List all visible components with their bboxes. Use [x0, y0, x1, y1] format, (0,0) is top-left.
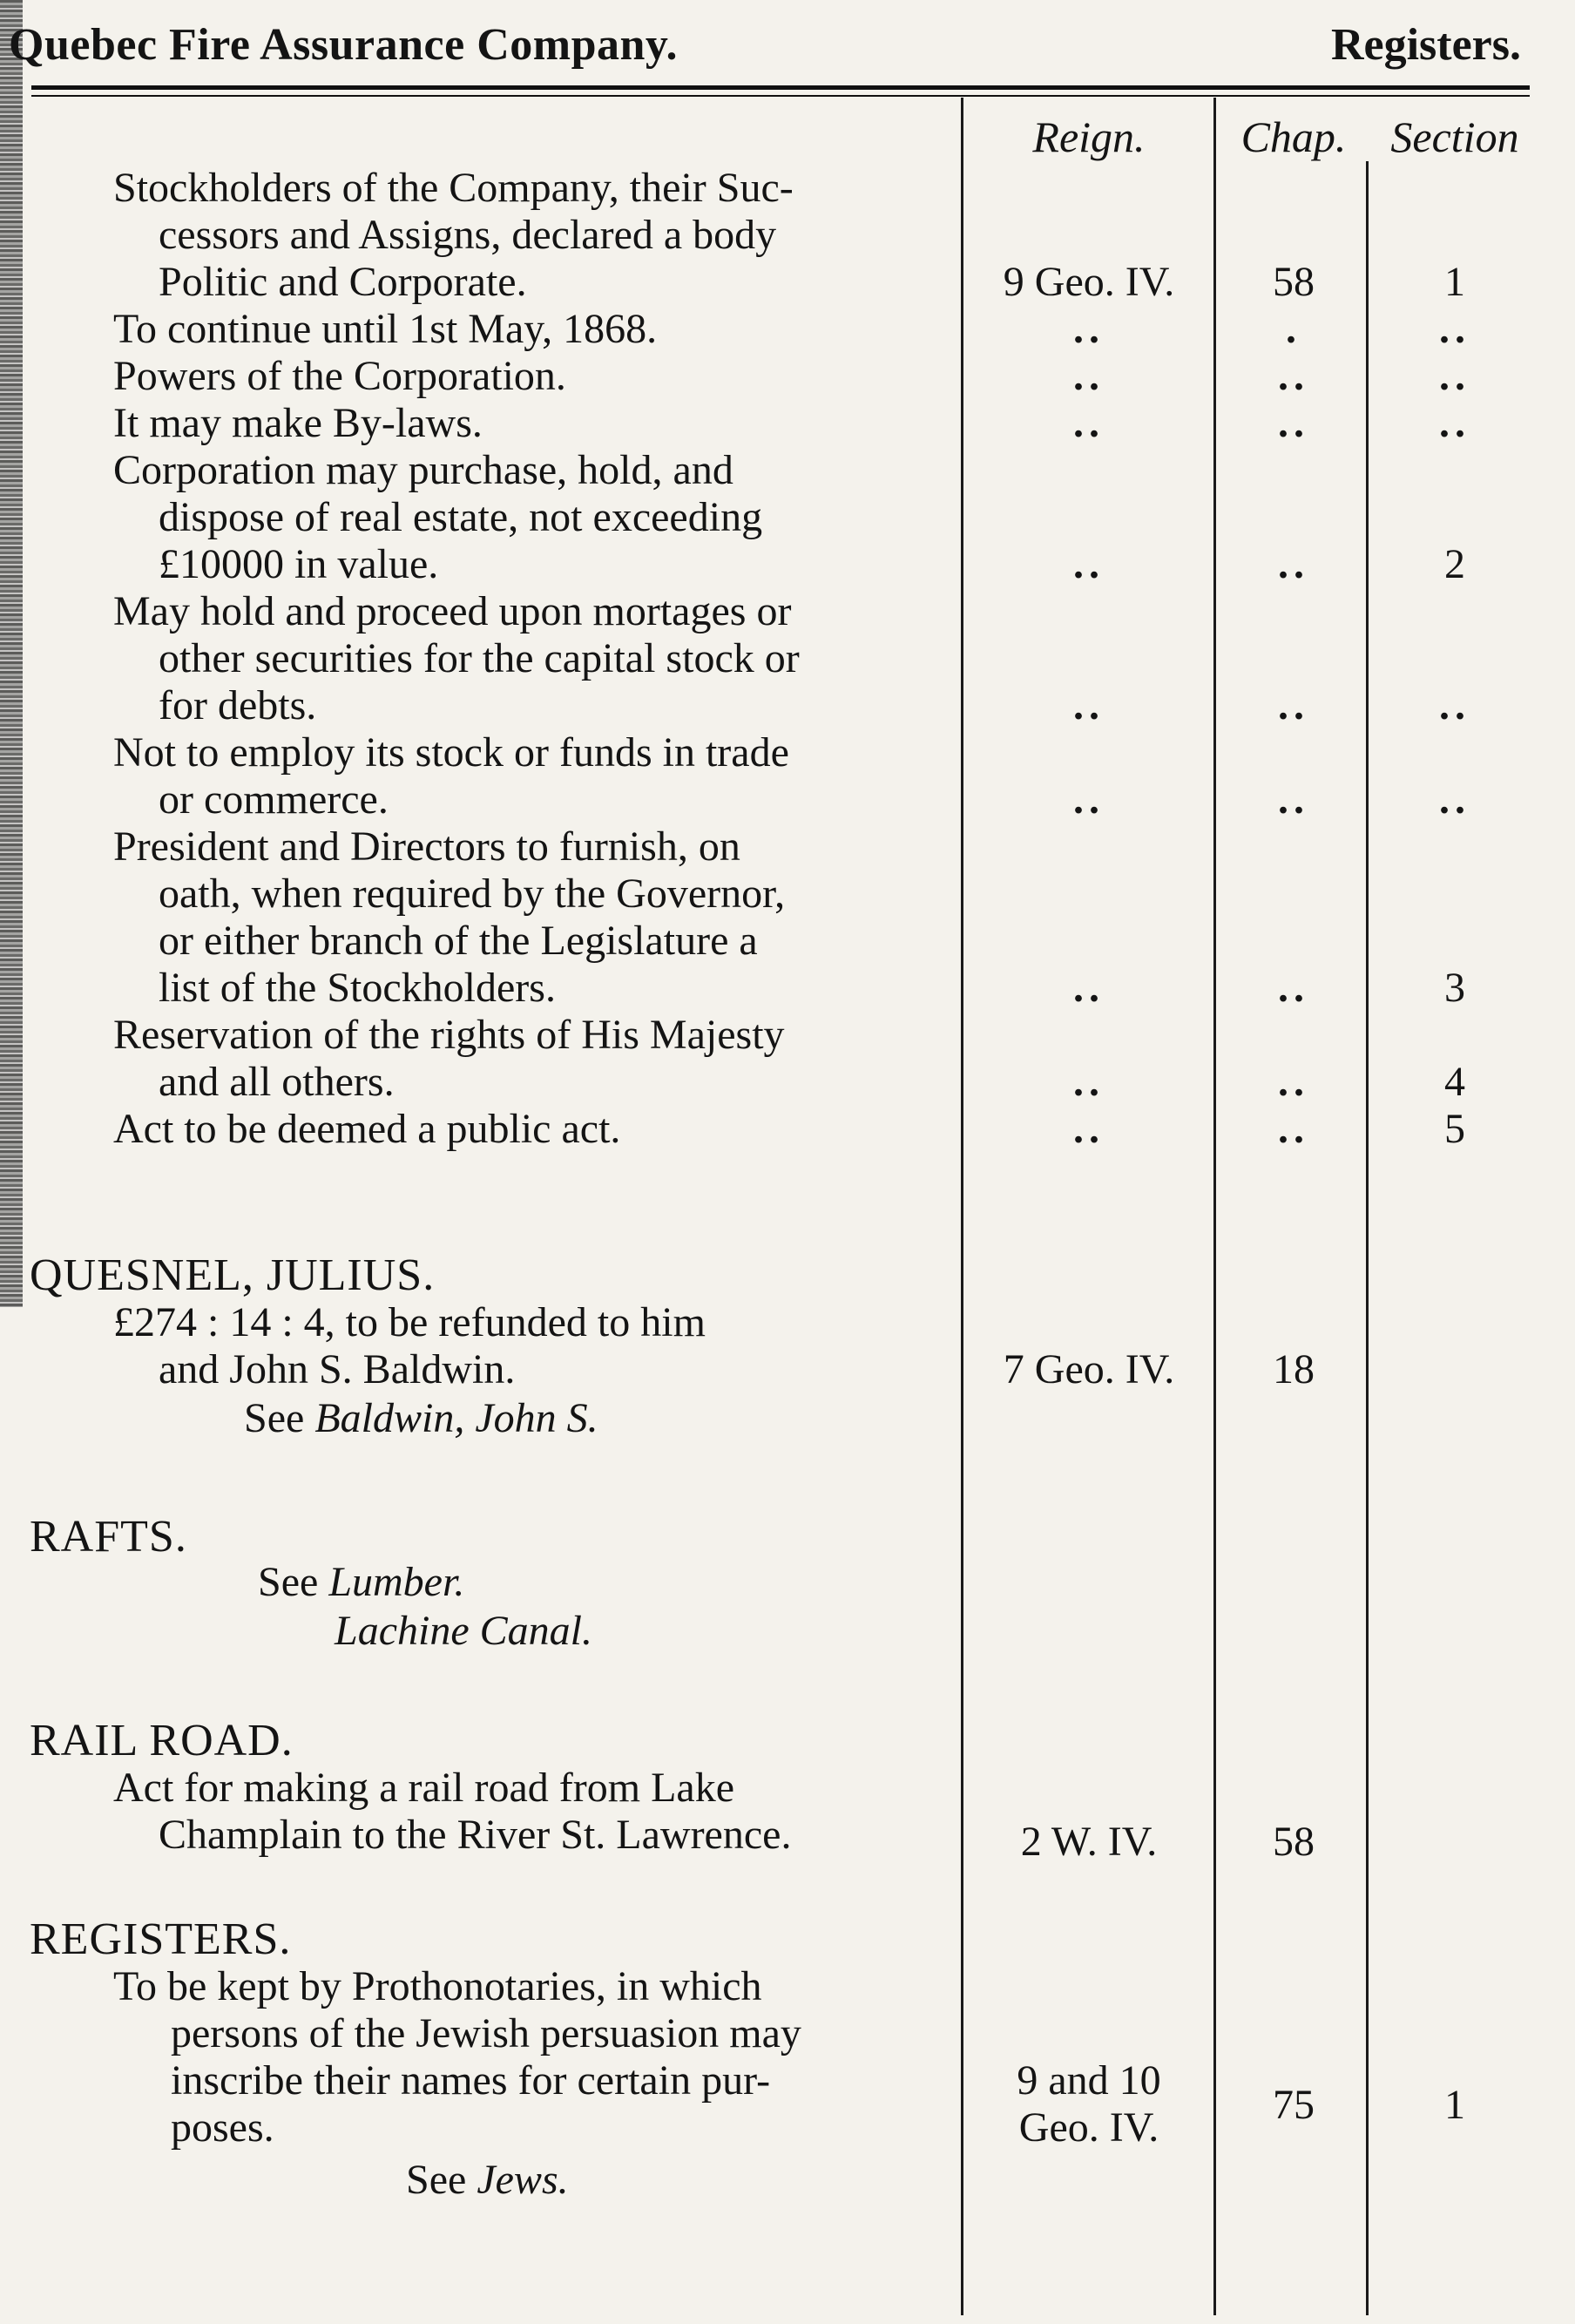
entry-line: Corporation may purchase, hold, and: [113, 447, 733, 493]
column-header-reign: Reign.: [1032, 112, 1146, 161]
entry-line: To continue until 1st May, 1868.: [113, 306, 658, 352]
chap-value: 58: [1273, 259, 1315, 305]
column-divider-chap: [1366, 161, 1369, 2315]
entry-line: oath, when required by the Governor,: [159, 871, 786, 917]
entry-line: It may make By-laws.: [113, 400, 483, 446]
entry-line: Not to employ its stock or funds in trade: [113, 729, 789, 776]
ditto-marks: ..: [1073, 400, 1105, 446]
ditto-marks: ..: [1073, 353, 1105, 399]
entry-line: persons of the Jewish persuasion may: [171, 2010, 801, 2056]
entry-line: Act for making a rail road from Lake: [113, 1765, 735, 1811]
entry-line: poses.: [171, 2104, 274, 2151]
ditto-marks: ..: [1439, 353, 1470, 399]
reign-value: 7 Geo. IV.: [1003, 1346, 1175, 1392]
section-value: 5: [1444, 1106, 1465, 1152]
ditto-marks: .: [1286, 306, 1301, 352]
ditto-marks: ..: [1073, 965, 1105, 1011]
entry-line: President and Directors to furnish, on: [113, 823, 740, 870]
entry-line: £10000 in value.: [159, 541, 439, 587]
header-rule: [31, 85, 1530, 90]
reign-value-line2: Geo. IV.: [1018, 2104, 1159, 2151]
see-reference: [258, 1559, 465, 1605]
entry-heading: RAFTS.: [30, 1512, 187, 1562]
ditto-marks: ..: [1073, 1059, 1105, 1105]
reign-value: 2 W. IV.: [1020, 1819, 1158, 1865]
column-divider-reign: [1213, 98, 1216, 2315]
ditto-marks: ..: [1073, 541, 1105, 587]
ditto-marks: ..: [1073, 776, 1105, 823]
see-target: Jews.: [477, 2157, 569, 2203]
entry-line: £274 : 14 : 4, to be refunded to him: [113, 1299, 706, 1345]
chap-value: 58: [1273, 1819, 1315, 1865]
ditto-marks: ..: [1278, 1106, 1309, 1152]
ditto-marks: ..: [1278, 400, 1309, 446]
reign-value-line1: 9 and 10: [1017, 2057, 1161, 2104]
entry-line: Stockholders of the Company, their Suc-: [113, 165, 794, 211]
running-header-right: Registers.: [1330, 20, 1521, 70]
entry-heading: QUESNEL, JULIUS.: [30, 1250, 436, 1300]
chap-value: 18: [1273, 1346, 1315, 1392]
ditto-marks: ..: [1073, 1106, 1105, 1152]
see-target: Lumber.: [328, 1559, 465, 1605]
section-value: 3: [1444, 965, 1465, 1011]
entry-line: or commerce.: [159, 776, 389, 823]
entry-line: Champlain to the River St. Lawrence.: [159, 1812, 792, 1858]
ditto-marks: ..: [1278, 682, 1309, 728]
section-value: 1: [1444, 259, 1465, 305]
entry-line: for debts.: [159, 682, 317, 728]
ditto-marks: ..: [1073, 306, 1105, 352]
ditto-marks: ..: [1439, 306, 1470, 352]
ditto-marks: ..: [1439, 682, 1470, 728]
entry-heading: REGISTERS.: [30, 1914, 292, 1964]
reign-value: 9 Geo. IV.: [1003, 259, 1175, 305]
entry-heading: RAIL ROAD.: [30, 1716, 294, 1765]
ditto-marks: ..: [1073, 682, 1105, 728]
section-value: 4: [1444, 1059, 1465, 1105]
ditto-marks: ..: [1278, 353, 1309, 399]
entry-line: or either branch of the Legislature a: [159, 918, 758, 964]
column-header-section: Section: [1390, 112, 1519, 161]
scan-edge-shadow: [0, 0, 23, 1307]
see-reference: [335, 1610, 592, 1652]
column-header-chap: Chap.: [1240, 112, 1347, 161]
entry-line: Powers of the Corporation.: [113, 353, 566, 399]
ditto-marks: ..: [1278, 776, 1309, 823]
entry-line: list of the Stockholders.: [159, 965, 556, 1011]
entry-line: and all others.: [159, 1059, 395, 1105]
header-rule-thin: [31, 95, 1530, 97]
ditto-marks: ..: [1278, 965, 1309, 1011]
entry-line: To be kept by Prothonotaries, in which: [113, 1963, 762, 2009]
entry-line: dispose of real estate, not exceeding: [159, 494, 763, 540]
entry-line: May hold and proceed upon mortages or: [113, 588, 792, 634]
entry-line: cessors and Assigns, declared a body: [159, 212, 777, 258]
ditto-marks: ..: [1439, 400, 1470, 446]
see-label: See: [406, 2157, 467, 2203]
see-reference: [244, 1395, 598, 1441]
section-value: 2: [1444, 541, 1465, 587]
entry-line: Act to be deemed a public act.: [113, 1106, 621, 1152]
column-divider-text: [961, 98, 963, 2315]
entry-line: inscribe their names for certain pur-: [171, 2057, 771, 2104]
chap-value: 75: [1273, 2082, 1315, 2128]
see-label: See: [244, 1395, 305, 1441]
ditto-marks: ..: [1439, 776, 1470, 823]
see-reference: [406, 2159, 569, 2201]
section-value: 1: [1444, 2082, 1465, 2128]
entry-line: and John S. Baldwin.: [159, 1346, 516, 1392]
see-label: See: [258, 1559, 319, 1605]
entry-line: Reservation of the rights of His Majesty: [113, 1012, 785, 1058]
see-target: Baldwin, John S.: [314, 1395, 598, 1441]
running-header-left: Quebec Fire Assurance Company.: [9, 20, 679, 70]
entry-line: other securities for the capital stock or: [159, 635, 800, 681]
ditto-marks: ..: [1278, 1059, 1309, 1105]
entry-line: Politic and Corporate.: [159, 259, 527, 305]
see-target: Lachine Canal.: [335, 1608, 592, 1654]
ditto-marks: ..: [1278, 541, 1309, 587]
